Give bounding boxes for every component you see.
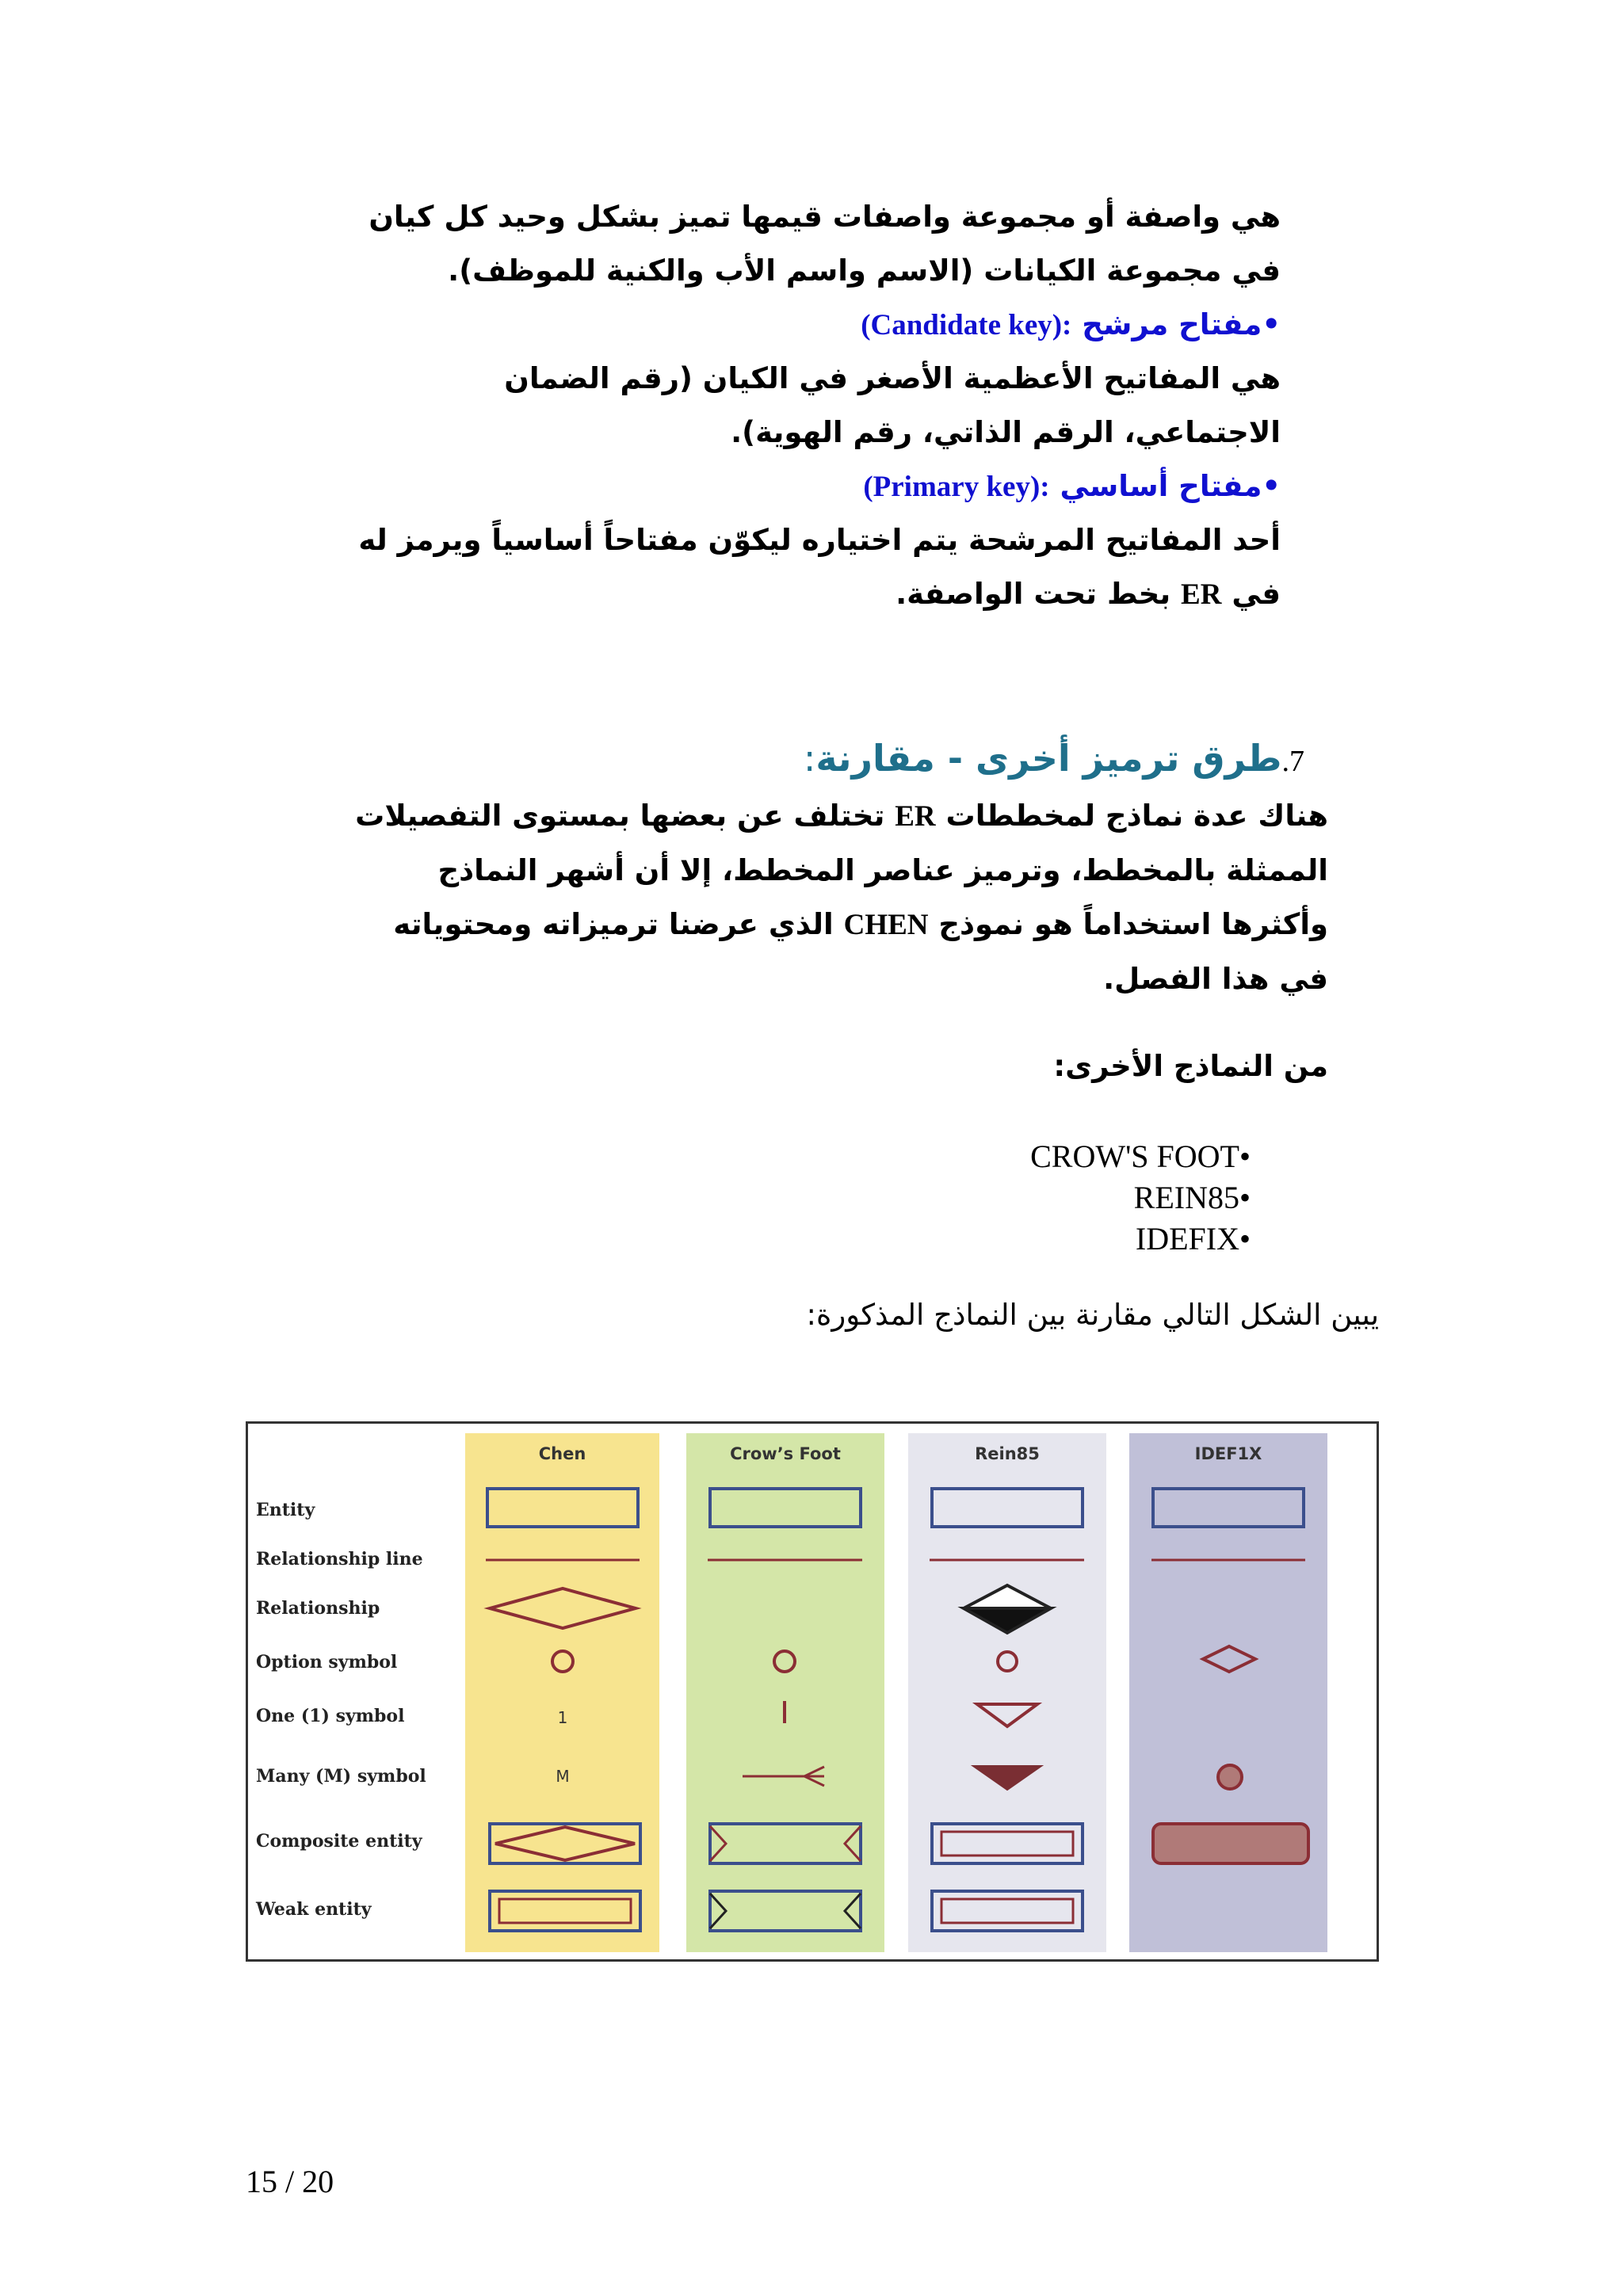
notation-symbols — [248, 1424, 1377, 1959]
page-number: 15 / 20 — [246, 2164, 334, 2199]
idef1x-composite-entity — [1153, 1824, 1308, 1863]
crowsfoot-entity-symbol — [710, 1489, 861, 1527]
text-fragment-latin: ER — [895, 800, 936, 833]
text-fragment: هناك عدة نماذج لمخططات — [945, 799, 1328, 833]
paragraph-superkey — [171, 190, 1281, 298]
crowsfoot-composite-box — [710, 1824, 861, 1863]
candidate-key-label-en: (Candidate key): — [861, 309, 1072, 341]
text-fragment: وأكثرها استخداماً هو نموذج — [938, 907, 1328, 941]
primary-key-label-ar: •مفتاح أساسي — [1060, 469, 1281, 503]
idef1x-many-circle — [1218, 1765, 1242, 1789]
chen-one-label: 1 — [557, 1708, 568, 1727]
list-item: REIN85• — [1133, 1180, 1251, 1215]
crowsfoot-weak-left — [710, 1894, 726, 1928]
chen-composite-diamond — [495, 1827, 635, 1860]
section-title: طرق ترميز أخرى - مقارنة — [815, 737, 1282, 780]
list-item: IDEFIX• — [1135, 1221, 1251, 1257]
chen-composite-box — [490, 1824, 640, 1863]
column-title-idef1x: IDEF1X — [1194, 1444, 1262, 1463]
chen-option-circle — [552, 1651, 573, 1672]
comparison-figure — [246, 1421, 1379, 1962]
text-line: هي واصفة أو مجموعة واصفات قيمها تميز بشكل وحيد كل كيان — [369, 200, 1281, 234]
paragraph-models — [139, 789, 1328, 1006]
row-label-entity: Entity — [256, 1500, 315, 1520]
text-line: أحد المفاتيح المرشحة يتم اختياره ليكوّن مفتاحاً أساسياً ويرمز له — [358, 523, 1281, 557]
row-label-relationship: Relationship — [256, 1598, 380, 1619]
text-fragment: الذي عرضنا ترميزاته ومحتوياته — [393, 907, 834, 941]
text-line: الاجتماعي، الرقم الذاتي، رقم الهوية). — [731, 415, 1281, 449]
rein85-composite-inner — [941, 1832, 1073, 1855]
rein85-weak-inner — [941, 1899, 1073, 1923]
text-fragment: تختلف عن بعضها بمستوى التفصيلات — [355, 799, 885, 833]
candidate-key-label-ar: •مفتاح مرشح — [1082, 307, 1281, 341]
bullet-candidate-key — [171, 298, 1281, 353]
idef1x-entity-symbol — [1153, 1489, 1304, 1527]
row-label-option-symbol: Option symbol — [256, 1652, 398, 1672]
rein85-option-circle — [998, 1652, 1017, 1671]
paragraph-candidate — [171, 352, 1281, 460]
primary-key-label-en: (Primary key): — [863, 471, 1050, 503]
rein85-composite-outer — [932, 1824, 1083, 1863]
other-models-label: من النماذج الأخرى: — [1053, 1049, 1328, 1083]
crowsfoot-weak-right — [845, 1894, 861, 1928]
list-item: CROW'S FOOT• — [1030, 1138, 1251, 1174]
crowsfoot-option-circle — [774, 1651, 795, 1672]
figure-caption: يبين الشكل التالي مقارنة بين النماذج المذكورة: — [806, 1298, 1379, 1332]
row-label-relationship-line: Relationship line — [256, 1549, 423, 1569]
rein85-many-triangle — [973, 1766, 1041, 1790]
chen-entity-symbol — [487, 1489, 638, 1527]
text-line: في هذا الفصل. — [1103, 962, 1328, 996]
column-title-crowsfoot: Crow’s Foot — [730, 1444, 841, 1463]
text-line: الممثلة بالمخطط، وترميز عناصر المخطط، إلا أن أشهر النماذج — [437, 853, 1328, 887]
section-colon: : — [803, 737, 816, 780]
chen-weak-inner — [499, 1899, 631, 1923]
column-title-chen: Chen — [538, 1444, 586, 1463]
chen-many-label: M — [556, 1767, 570, 1786]
text-fragment: بخط تحت الواصفة. — [896, 577, 1171, 611]
section-heading — [804, 737, 1304, 780]
rein85-relationship-diamond-bottom — [964, 1608, 1051, 1633]
text-fragment: في — [1232, 577, 1281, 611]
rein85-one-triangle — [977, 1704, 1037, 1726]
row-label-composite-entity: Composite entity — [256, 1831, 422, 1852]
text-line: في مجموعة الكيانات (الاسم واسم الأب والكنية للموظف). — [448, 254, 1281, 288]
paragraph-primary — [171, 513, 1281, 622]
chen-weak-outer — [490, 1891, 640, 1931]
rein85-weak-outer — [932, 1891, 1083, 1931]
idef1x-option-diamond — [1203, 1646, 1255, 1672]
section-number: 7. — [1281, 745, 1304, 778]
crowsfoot-composite-right — [845, 1826, 861, 1861]
text-line: هي المفاتيح الأعظمية الأصغر في الكيان (رقم الضمان — [504, 361, 1281, 395]
crowsfoot-composite-left — [710, 1826, 726, 1861]
row-label-many-symbol: Many (M) symbol — [256, 1766, 426, 1787]
bullet-primary-key — [171, 460, 1281, 514]
models-list — [775, 1136, 1251, 1260]
text-fragment-latin: ER — [1181, 578, 1222, 611]
chen-relationship-diamond — [490, 1589, 636, 1628]
row-label-weak-entity: Weak entity — [256, 1899, 372, 1920]
column-title-rein85: Rein85 — [975, 1444, 1040, 1463]
row-label-one-symbol: One (1) symbol — [256, 1706, 405, 1726]
crowsfoot-weak-box — [710, 1891, 861, 1931]
text-fragment-latin: CHEN — [843, 909, 929, 941]
rein85-relationship-diamond-top — [964, 1585, 1051, 1608]
rein85-entity-symbol — [932, 1489, 1083, 1527]
